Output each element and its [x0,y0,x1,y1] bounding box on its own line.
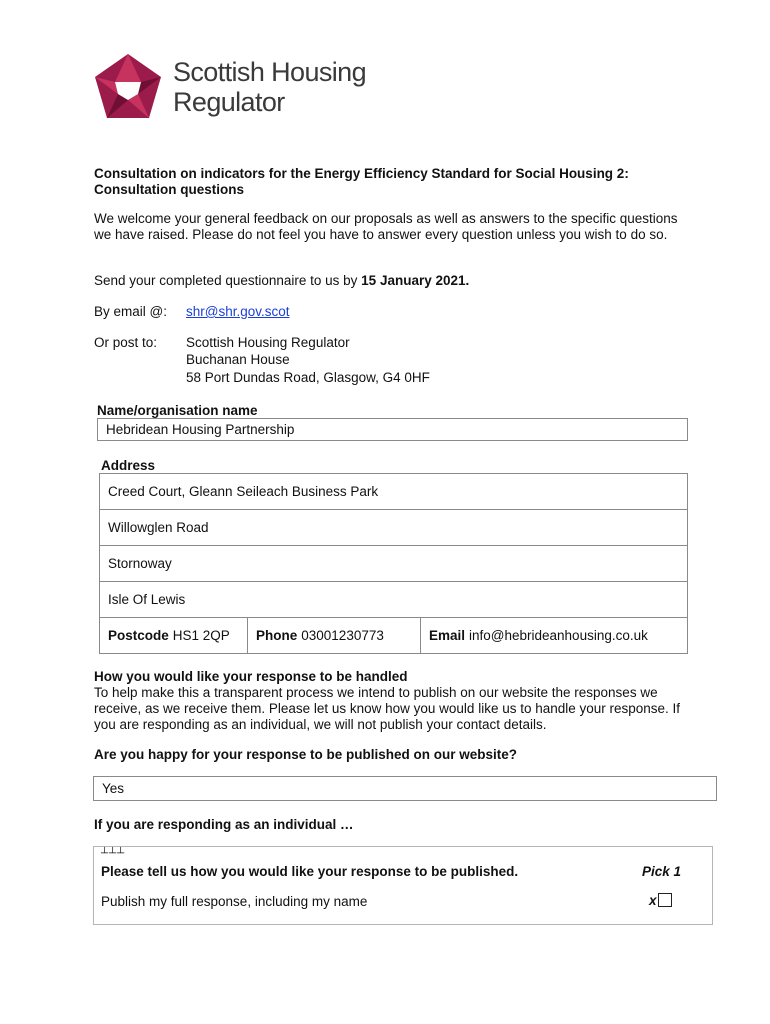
post-address-line: 58 Port Dundas Road, Glasgow, G4 0HF [186,370,430,385]
address-line2-field[interactable] [99,509,688,546]
option-full-response-checkbox[interactable] [649,893,672,909]
publish-answer-value: Yes [102,780,125,796]
address-line1-field[interactable] [99,473,688,510]
postcode-field[interactable] [99,617,248,654]
handling-body: To help make this a transparent process we intend to publish on our website the responses we receive, as we receive them. Please let us know how you would like us to handle your response. If you are responding as an individual, we will not publish your contact details. [94,685,681,732]
logo-line1: Scottish Housing [173,57,367,87]
table-marks: ┴┴┴ [101,848,126,859]
address-line4-field[interactable] [99,581,688,618]
contact-email-label: Email [429,627,466,643]
deadline-text [94,273,694,289]
postcode-label: Postcode [108,627,169,643]
logo [93,52,383,124]
deadline-prefix: Send your completed questionnaire to us by [94,273,362,288]
contact-email-field[interactable] [420,617,688,654]
publish-preference-question: Please tell us how you would like your response to be published. [101,864,519,879]
publish-preference-table [93,846,713,925]
name-field[interactable] [97,418,688,441]
phone-value: 03001230773 [301,627,384,643]
intro-paragraph: We welcome your general feedback on our proposals as well as answers to the specific questions we have raised. Please do not feel you have to answer every question unless you wish to do so. [94,211,678,242]
email-link[interactable]: shr@shr.gov.scot [186,304,290,319]
address-line3-field[interactable] [99,545,688,582]
post-label: Or post to: [94,335,158,350]
checkbox-icon [658,893,672,907]
name-label: Name/organisation name [97,403,258,418]
deadline-date: 15 January 2021. [361,273,470,288]
name-value: Hebridean Housing Partnership [106,421,295,437]
address-line1-value: Creed Court, Gleann Seileach Business Park [108,483,379,499]
address-line4-value: Isle Of Lewis [108,591,186,607]
address-label: Address [101,458,156,473]
post-address-line: Scottish Housing Regulator [186,335,350,350]
logo-mark-icon [93,52,163,122]
page-title: Consultation on indicators for the Energy Efficiency Standard for Social Housing 2: Consultation questions [94,166,629,197]
address-line3-value: Stornoway [108,555,172,571]
individual-heading: If you are responding as an individual … [94,817,354,832]
postcode-value: HS1 2QP [172,627,230,643]
contact-email-value: info@hebrideanhousing.co.uk [469,627,648,643]
option-full-response: Publish my full response, including my name [101,894,368,909]
phone-label: Phone [256,627,298,643]
phone-field[interactable] [247,617,421,654]
publish-answer-field[interactable] [93,776,717,801]
handling-heading: How you would like your response to be handled [94,669,408,684]
checkbox-mark: x [649,893,657,908]
post-address-line: Buchanan House [186,352,290,367]
email-label: By email @: [94,304,167,319]
logo-line2: Regulator [173,87,285,117]
publish-question: Are you happy for your response to be published on our website? [94,747,518,762]
pick-label: Pick 1 [642,864,682,879]
address-line2-value: Willowglen Road [108,519,209,535]
